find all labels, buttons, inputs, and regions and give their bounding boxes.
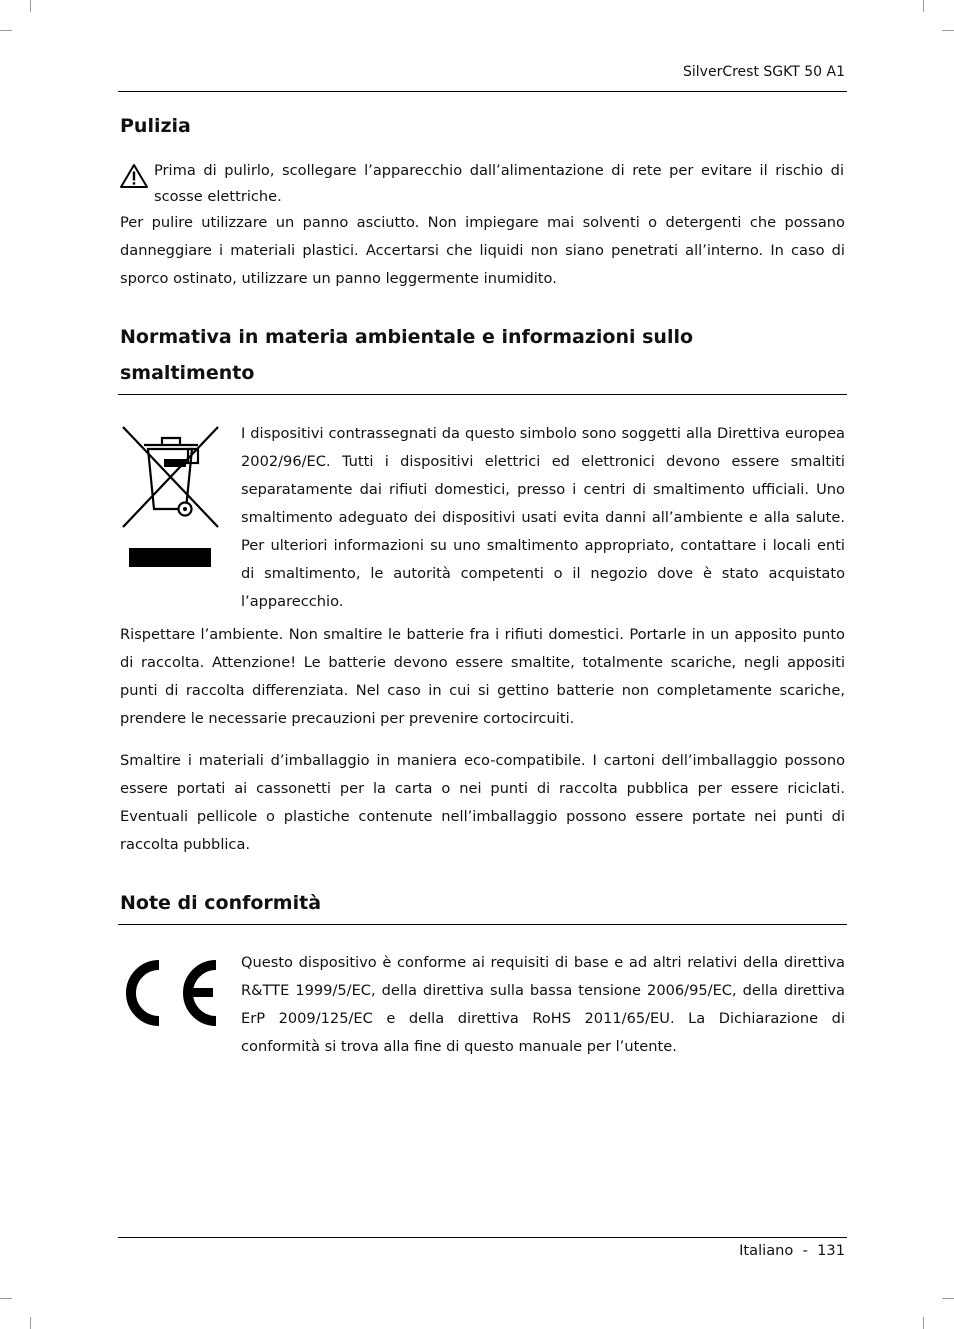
- page-footer: Italiano - 131: [739, 1242, 845, 1259]
- crop-mark: [923, 1317, 924, 1329]
- ce-mark-icon: [119, 956, 221, 1030]
- section-title-conformity: Note di conformità: [120, 892, 322, 914]
- conformity-rule: [118, 924, 847, 925]
- crop-mark: [0, 1298, 12, 1299]
- running-header: SilverCrest SGKT 50 A1: [683, 64, 845, 80]
- footer-rule: [118, 1237, 847, 1238]
- conformity-text: Questo dispositivo è conforme ai requisiti di base e ad altri relativi della direttiva R&TTE 1999/5/EC, della direttiva sulla bassa tensione 2006/95/EC, della direttiva ErP 2009/125/EC e della direttiva RoHS 2011/65/EU. La Dichiarazione di conformità si trova alla fine di questo manuale per l’utente.: [241, 954, 845, 1055]
- crop-mark: [0, 30, 12, 31]
- crop-mark: [30, 1317, 31, 1329]
- environment-rule: [118, 394, 847, 395]
- weee-text: I dispositivi contrassegnati da questo simbolo sono soggetti alla Direttiva europea 2002/96/EC. Tutti i dispositivi elettrici ed elettronici devono essere smaltiti separatamente dai rifiuti domestici, presso i centri di smaltimento ufficiali. Uno smaltimento adeguato dei dispositivi usati evita danni all’ambiente e alla salute. Per ulteriori informazioni su uno smaltimento appropriato, contattare i locali enti di smaltimento, le autorità competenti o il negozio dove è stato acquistato l’apparecchio.: [241, 425, 845, 610]
- crop-mark: [942, 1298, 954, 1299]
- cleaning-body: Per pulire utilizzare un panno asciutto. Non impiegare mai solventi o detergenti che possano danneggiare i materiali plastici. Accertarsi che liquidi non siano penetrati all’interno. In caso di sporco ostinato, utilizzare un panno leggermente inumidito.: [120, 214, 845, 287]
- section-title-environment: [120, 319, 820, 391]
- section-title-environment-line1: Normativa in materia ambientale e informazioni sullo: [120, 326, 694, 348]
- crop-mark: [942, 30, 954, 31]
- crop-mark: [30, 0, 31, 12]
- header-rule: [118, 91, 847, 92]
- cleaning-warning: Prima di pulirlo, scollegare l’apparecchio dall’alimentazione di rete per evitare il rischio di scosse elettriche.: [154, 162, 844, 205]
- warning-triangle-icon: [119, 163, 149, 189]
- section-title-environment-line2: smaltimento: [120, 362, 255, 384]
- packaging-text: Smaltire i materiali d’imballaggio in maniera eco-compatibile. I cartoni dell’imballaggio possono essere portati ai cassonetti per la carta o nei punti di raccolta pubblica per essere riciclati. Eventuali pellicole o plastiche contenute nell’imballaggio possono essere portate nei punti di raccolta pubblica.: [120, 752, 845, 853]
- batteries-text: Rispettare l’ambiente. Non smaltire le batterie fra i rifiuti domestici. Portarle in un apposito punto di raccolta. Attenzione! Le batterie devono essere smaltite, totalmente scariche, negli appositi punti di raccolta differenziata. Nel caso in cui si gettino batterie non completamente scariche, prendere le necessarie precauzioni per prevenire cortocircuiti.: [120, 626, 845, 727]
- section-title-cleaning: Pulizia: [120, 115, 191, 137]
- crop-mark: [923, 0, 924, 12]
- weee-crossed-bin-icon: [120, 425, 220, 570]
